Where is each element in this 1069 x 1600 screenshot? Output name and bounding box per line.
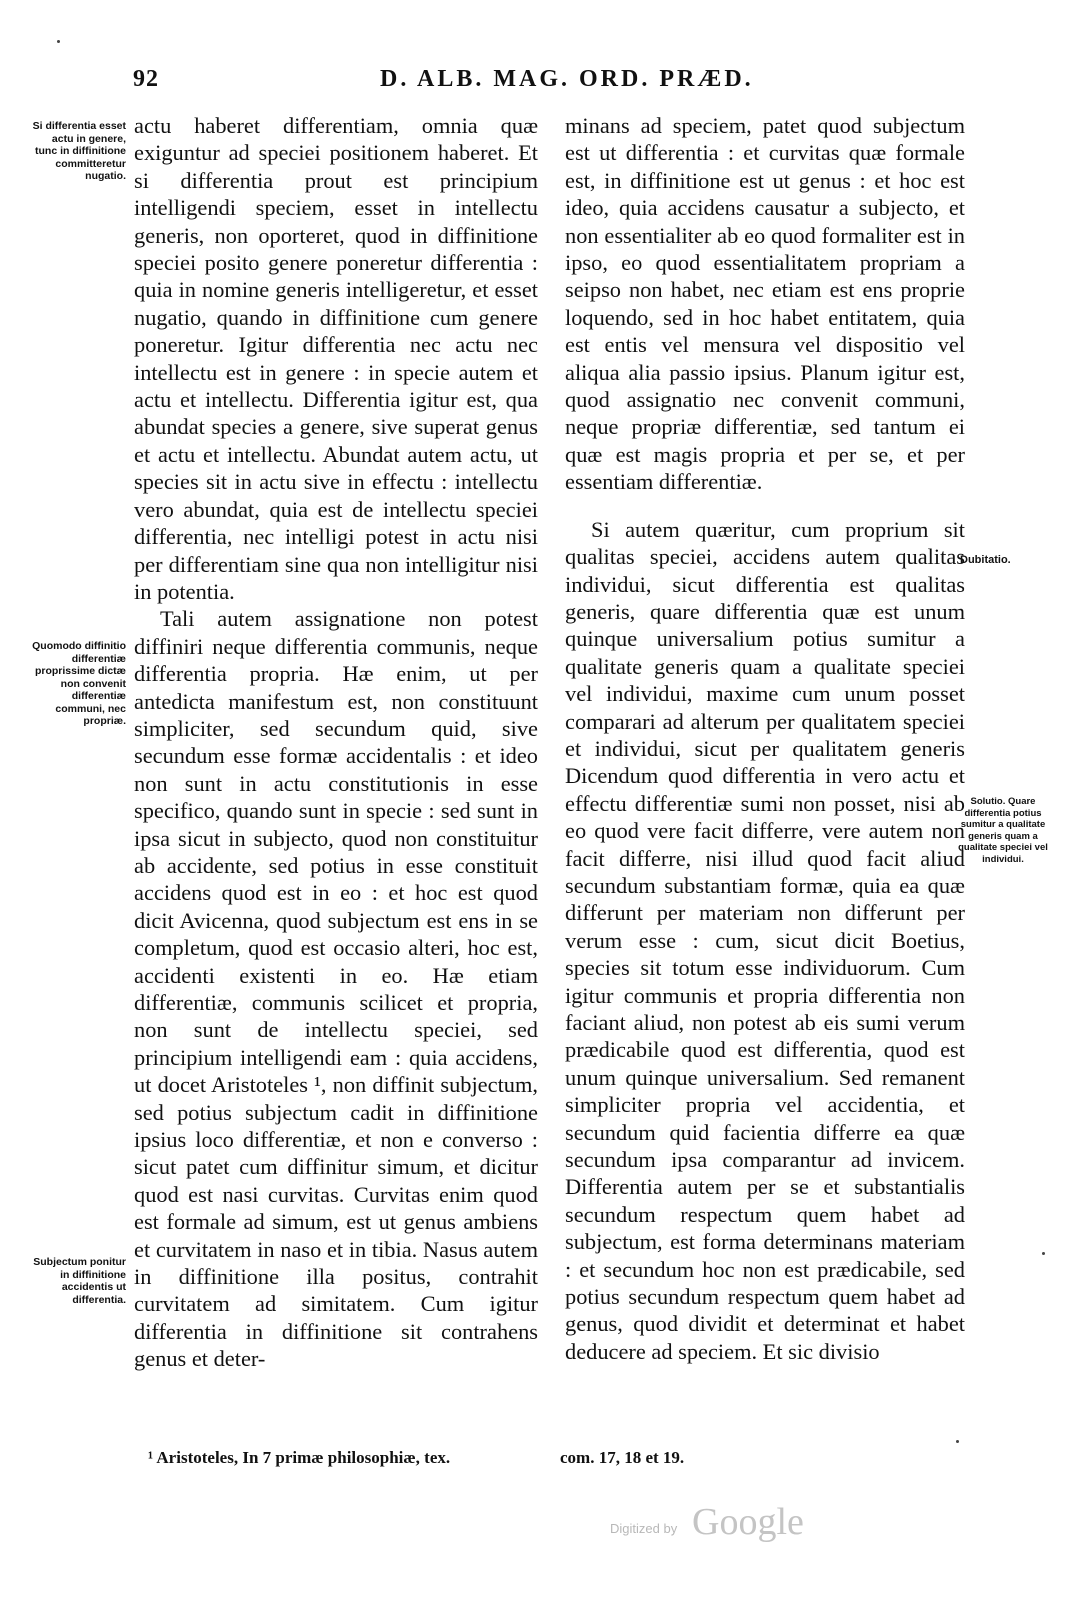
left-paragraph-1: actu haberet differentiam, omnia quæ exiguntur ad speciei positionem haberet. Et si differentia prout est principium intelligendi speciem, esset in intellectu generis, non oporteret, quod in diffinitione speciei posito genere poneretur differentia : quia in nomine generis intelligeretur, et esset nugatio, quando in diffinitione cum genere poneretur. Igitur differentia nec actu nec intellectu est in genere : in specie autem et actu et intellectu. Differentia igitur est, qua abundat species a genere, sive superat genus et actu et intellectu. Abundat autem actu, ut species sit in actu sive in effectu : intellectu vero abundat, quia est de intellectu speciei differentia, nec intelligi potest in actu nisi per differentiam sine qua non intelligitur nisi in potentia. [134, 113, 538, 604]
watermark-prefix: Digitized by [610, 1521, 678, 1536]
margin-note-left-3: Subjectum ponitur in diffinitione accidentis ut differentia. [33, 1256, 126, 1306]
margin-note-left-2: Quomodo diffinitio differentiæ proprissime dictæ non convenit differentiæ communi, nec propriæ. [32, 640, 126, 727]
scan-speck [956, 1440, 959, 1443]
right-paragraph-1: minans ad speciem, patet quod subjectum est ut differentia : et curvitas quæ formale est, in diffinitione est ut genus : et hoc est ideo, quia accidens causatur a subjecto, et non essentialiter ab eo quod formaliter est in ipso, eo quod essentialitatem propriam a seipso non habet, nec etiam est ens proprie loquendo, sed in hoc habet entitatem, quia est entis vel mensura vel dispositio vel aliqua alia passio ipsius. Planum igitur est, quod assignatio nec convenit communi, neque propriæ differentiæ, sed tantum ei quæ est magis propria et per se, et per essentiam differentiæ. [565, 113, 965, 495]
page-number: 92 [133, 66, 159, 92]
running-head: D. ALB. MAG. ORD. PRÆD. [380, 66, 754, 92]
margin-note-right-2: Solutio. Quare differentia potius sumitur a qualitate generis quam a qualitate speciei vel individui. [958, 796, 1048, 865]
page-header [0, 66, 1069, 100]
left-paragraph-2: Tali autem assignatione non potest diffiniri neque differentia communis, neque differentia propria. Hæ enim, ut per antedicta manifestum est, non constituunt simpliciter, sed secundum quid, sive secundum esse formæ accidentalis : et ideo non sunt in actu constitutionis in esse specifico, quando sunt in specie : sed sunt in ipsa sicut in subjecto, quod non constituitur ab accidente, sed potius in esse constituit accidens quod est in eo : et hoc est quod dicit Avicenna, quod subjectum est ens in se completum, quod est occasio alteri, hoc est, accidenti existenti in eo. Hæ etiam differentiæ, communis scilicet et propria, non sunt de intellectu speciei, sed principium intelligendi eam : quia accidens, ut docet Aristoteles ¹, non diffinit subjectum, sed potius subjectum cadit in diffinitione ipsius loco differentiæ, et non e converso : sicut patet cum diffinitur simum, et dicitur quod est nasi curvitas. Curvitas enim quod est formale ad simum, est ut genus ambiens et curvitatem in naso et in tibia. Nasus autem in diffinitione illa positus, contrahit curvitatem ad simitatem. Cum igitur differentia in diffinitione sit contrahens genus et deter- [134, 606, 538, 1372]
right-paragraph-2: Si autem quæritur, cum proprium sit qualitas speciei, accidens autem qualitas individui, sicut differentia est qualitas generis, quare differentia quæ est unum quinque universalium potius sumitur a qualitate generis quam a qualitate speciei vel individui, maxime cum unum posset comparari ad alterum per qualitatem speciei et individui, sicut per qualitatem generis Dicendum quod differentia in vero actu et effectu differentiæ sumi non posset, nisi ab eo quod vere facit differre, vere autem non facit differre, nisi illud quod facit aliud secundum substantiam formæ, quia ea quæ differunt per materiam non differunt per verum esse : cum, sicut dicit Boetius, species sit totum esse individuorum. Cum igitur communis et propria differentia non faciant aliud, non potest ab eis sumi verum prædicabile quod est differentia, quod est unum quinque universalium. Sed remanent simpliciter propria vel accidentia, et secundum quid facientia differre ea quæ secundum ipsa comparantur ad invicem. Differentia autem per se et substantialis secundum respectum quem habet ad subjectum, est forma determinans materiam : et secundum hoc non est prædicabile, sed potius secundum respectum quem habet ad genus, quod dividit et determinat et habet deducere ad speciem. Et sic divisio [565, 516, 965, 1364]
footnote-left: ¹ Aristoteles, In 7 primæ philosophiæ, tex. [148, 1448, 451, 1467]
left-text-column [134, 112, 538, 1373]
scan-speck [57, 40, 60, 43]
scan-speck [1042, 1252, 1045, 1255]
margin-note-left-1: Si differentia esset actu in genere, tunc in diffinitione committeretur nugatio. [32, 120, 126, 182]
footnote-right: com. 17, 18 et 19. [560, 1448, 685, 1467]
margin-note-right-1: Dubitatio. [960, 554, 1011, 566]
watermark-brand: Google [692, 1501, 804, 1543]
right-text-column [565, 112, 965, 1365]
digitized-watermark [610, 1500, 830, 1548]
